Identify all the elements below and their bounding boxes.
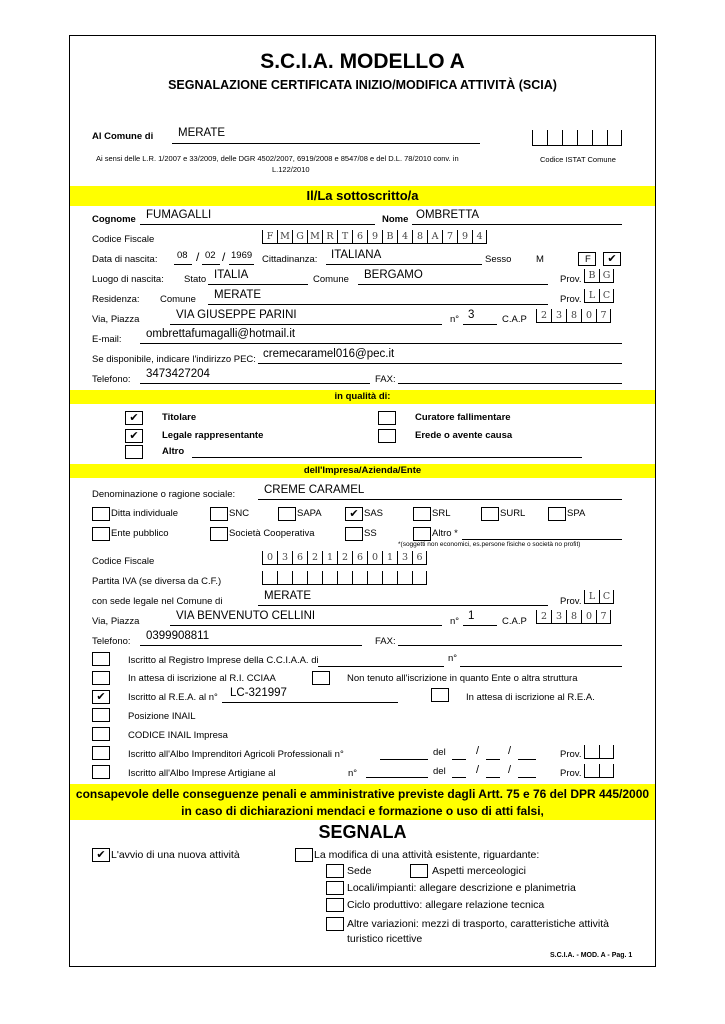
date-slash: /	[476, 764, 480, 776]
prov-nascita-cells[interactable]	[584, 269, 614, 283]
albo-artig-checkbox[interactable]	[92, 765, 110, 779]
char-cell: 6	[412, 551, 427, 565]
char-cell	[307, 571, 322, 585]
prov-label: Prov.	[560, 768, 582, 779]
char-cell: 2	[536, 610, 551, 624]
prov-sede-cells[interactable]	[584, 590, 614, 604]
email-label: E-mail:	[92, 334, 122, 345]
cf-label: Codice Fiscale	[92, 234, 155, 245]
section-band-sottoscritto: Il/La sottoscritto/a	[70, 186, 655, 206]
cap-cells[interactable]	[536, 309, 611, 323]
via-impresa-underline	[170, 625, 442, 626]
albo-agric-gg-underline	[452, 759, 466, 760]
comune-label: Al Comune di	[92, 131, 154, 142]
cap-impresa-cells[interactable]	[536, 610, 611, 624]
modifica-label: La modifica di una attività esistente, riguardante:	[314, 849, 540, 861]
nascita-mese[interactable]: 02	[205, 250, 216, 261]
char-cell: F	[262, 230, 277, 244]
char-cell: C	[599, 590, 614, 604]
ente-pubblico-checkbox[interactable]	[92, 527, 110, 541]
aspetti-checkbox[interactable]	[410, 864, 428, 878]
ditta-label: Ditta individuale	[111, 508, 179, 519]
f-label: F	[585, 254, 591, 265]
fax-impresa-underline	[398, 645, 622, 646]
luogo-label: Luogo di nascita:	[92, 274, 164, 285]
altre-label-2: turistico ricettive	[347, 933, 423, 945]
stato-field[interactable]: ITALIA	[214, 269, 249, 281]
char-cell: 7	[596, 309, 611, 323]
char-cell: G	[599, 269, 614, 283]
char-cell	[337, 571, 352, 585]
altro-label: Altro	[162, 446, 185, 457]
cognome-field[interactable]: FUMAGALLI	[146, 209, 212, 221]
comune-res-underline	[208, 304, 548, 305]
cognome-label: Cognome	[92, 214, 136, 225]
nascita-aa-underline	[229, 264, 254, 265]
titolare-checkbox[interactable]: ✔	[125, 411, 143, 425]
via-field[interactable]: VIA GIUSEPPE PARINI	[176, 309, 297, 321]
sesso-label: Sesso	[485, 254, 512, 265]
tel-underline	[140, 383, 370, 384]
fax-label: FAX:	[375, 374, 396, 385]
char-cell	[292, 571, 307, 585]
reg-imprese-n-label: n°	[448, 653, 458, 664]
tel-impresa-underline	[140, 645, 362, 646]
cap-impresa-label: C.A.P	[502, 616, 527, 627]
srl-label: SRL	[432, 508, 451, 519]
sede-option-label: Sede	[347, 865, 372, 877]
char-cell: B	[584, 269, 599, 283]
char-cell: 4	[397, 230, 412, 244]
date-slash: /	[508, 764, 512, 776]
civico-impresa-label: n°	[450, 616, 460, 627]
prov-res-cells[interactable]	[584, 289, 614, 303]
codice-inail-checkbox[interactable]	[92, 727, 110, 741]
date-slash: /	[508, 745, 512, 757]
char-cell: 9	[457, 230, 472, 244]
sede-label: con sede legale nel Comune di	[92, 596, 223, 607]
reg-imprese-checkbox[interactable]	[92, 652, 110, 666]
altro-tipo-checkbox[interactable]	[413, 527, 431, 541]
char-cell: 0	[262, 551, 277, 565]
cap-label: C.A.P	[502, 314, 527, 325]
sede-checkbox[interactable]	[326, 864, 344, 878]
civico-field[interactable]: 3	[468, 309, 475, 321]
nascita-giorno[interactable]: 08	[177, 250, 188, 261]
prov-label: Prov.	[560, 596, 582, 607]
comune-field[interactable]: MERATE	[178, 127, 226, 139]
via-impresa-field[interactable]: VIA BENVENUTO CELLINI	[176, 610, 316, 622]
section-band-impresa: dell'Impresa/Azienda/Ente	[70, 464, 655, 478]
char-cell	[382, 571, 397, 585]
char-cell: M	[307, 230, 322, 244]
char-cell: 3	[551, 309, 566, 323]
inail-label: Posizione INAIL	[128, 711, 196, 722]
char-cell: R	[322, 230, 337, 244]
date-slash: /	[476, 745, 480, 757]
prov-label: Prov.	[560, 294, 582, 305]
via-label: Via, Piazza	[92, 314, 140, 325]
sapa-checkbox[interactable]	[278, 507, 296, 521]
cognome-underline	[140, 224, 375, 225]
char-cell: 3	[551, 610, 566, 624]
albo-artig-del-label: del	[433, 766, 446, 777]
civico-underline	[463, 324, 497, 325]
via-impresa-label: Via, Piazza	[92, 616, 140, 627]
char-cell: 1	[382, 551, 397, 565]
reg-imprese-label: Iscritto al Registro Imprese della C.C.I.A.A. di	[128, 655, 319, 666]
comune-res-label: Comune	[160, 294, 196, 305]
srl-checkbox[interactable]	[413, 507, 431, 521]
char-cell	[599, 745, 614, 759]
albo-artig-label: Iscritto all'Albo Imprese Artigiane al	[128, 768, 276, 779]
piva-label: Partita IVA (se diversa da C.F.)	[92, 576, 222, 587]
char-cell: 3	[397, 551, 412, 565]
consapevole-line1: consapevole delle conseguenze penali e amministrative previste dagli Artt. 75 e 76 del DPR 445/2000	[75, 787, 650, 801]
rea-label: Iscritto al R.E.A. al n°	[128, 692, 218, 703]
attesa-ri-label: In attesa di iscrizione al R.I. CCIAA	[128, 673, 276, 684]
reg-imprese-underline	[318, 666, 444, 667]
altre-label: Altre variazioni: mezzi di trasporto, caratteristiche attività	[347, 918, 610, 930]
non-tenuto-checkbox[interactable]	[312, 671, 330, 685]
codice-inail-label: CODICE INAIL Impresa	[128, 730, 228, 741]
spa-label: SPA	[567, 508, 586, 519]
char-cell	[262, 571, 277, 585]
attesa-ri-checkbox[interactable]	[92, 671, 110, 685]
albo-artig-aa-underline	[518, 777, 536, 778]
civico-impresa-field[interactable]: 1	[468, 610, 475, 622]
albo-agric-checkbox[interactable]	[92, 746, 110, 760]
sesso-f-checkbox[interactable]: ✔	[603, 252, 621, 266]
coop-label: Società Cooperativa	[229, 528, 315, 539]
reg-imprese-n-underline	[460, 666, 622, 667]
char-cell	[352, 571, 367, 585]
sas-label: SAS	[364, 508, 384, 519]
nome-underline	[412, 224, 622, 225]
sas-checkbox[interactable]: ✔	[345, 507, 363, 521]
avvio-label: L'avvio di una nuova attività	[111, 849, 240, 861]
char-cell: 8	[566, 309, 581, 323]
prov-label: Prov.	[560, 274, 582, 285]
char-cell	[584, 764, 599, 778]
ciclo-label: Ciclo produttivo: allegare relazione tecnica	[347, 899, 545, 911]
nome-label: Nome	[382, 214, 409, 225]
ditta-checkbox[interactable]	[92, 507, 110, 521]
char-cell: 0	[581, 309, 596, 323]
stato-label: Stato	[184, 274, 207, 285]
rea-underline	[222, 702, 398, 703]
albo-agric-label: Iscritto all'Albo Imprenditori Agricoli Professionali n°	[128, 749, 344, 760]
char-cell	[412, 571, 427, 585]
form-subtitle: SEGNALAZIONE CERTIFICATA INIZIO/MODIFICA ATTIVITÀ (SCIA)	[168, 78, 557, 92]
curatore-label: Curatore fallimentare	[415, 412, 511, 423]
consapevole-line2: in caso di dichiarazioni mendaci e formazione o uso di atti falsi,	[181, 804, 544, 818]
locali-checkbox[interactable]	[326, 881, 344, 895]
altre-checkbox[interactable]	[326, 917, 344, 931]
istat-cells[interactable]	[532, 130, 622, 146]
ss-label: SS	[364, 528, 377, 539]
char-cell: M	[277, 230, 292, 244]
cittadinanza-underline	[326, 264, 482, 265]
albo-artig-n-underline	[366, 777, 428, 778]
comune-nascita-label: Comune	[313, 274, 349, 285]
email-underline	[140, 343, 622, 344]
non-tenuto-label: Non tenuto all'iscrizione in quanto Ente o altra struttura	[347, 673, 578, 684]
legal-reference-2: L.122/2010	[272, 165, 310, 174]
coop-checkbox[interactable]	[210, 527, 228, 541]
char-cell: 7	[442, 230, 457, 244]
ss-checkbox[interactable]	[345, 527, 363, 541]
nascita-label: Data di nascita:	[92, 254, 158, 265]
prov-label: Prov.	[560, 749, 582, 760]
section-band-qualita: in qualità di:	[70, 390, 655, 404]
albo-agric-n-underline	[380, 759, 428, 760]
char-cell: 2	[307, 551, 322, 565]
char-cell: C	[599, 289, 614, 303]
civico-impresa-underline	[463, 625, 497, 626]
char-cell: B	[382, 230, 397, 244]
char-cell: 9	[367, 230, 382, 244]
date-slash: /	[196, 250, 200, 264]
albo-agric-aa-underline	[518, 759, 536, 760]
fax-impresa-label: FAX:	[375, 636, 396, 647]
char-cell: L	[584, 590, 599, 604]
char-cell: 2	[536, 309, 551, 323]
char-cell: T	[337, 230, 352, 244]
tel-field[interactable]: 3473427204	[146, 368, 210, 380]
char-cell: 3	[277, 551, 292, 565]
char-cell: 6	[352, 551, 367, 565]
char-cell: 0	[367, 551, 382, 565]
albo-agric-prov-cells[interactable]	[584, 745, 614, 759]
legal-reference: Ai sensi delle L.R. 1/2007 e 33/2009, delle DGR 4502/2007, 6919/2008 e 8547/08 e del D.L. 78/2010 conv. in	[96, 154, 459, 163]
albo-agric-mm-underline	[486, 759, 500, 760]
comune-underline	[172, 143, 480, 144]
altro-tipo-underline	[462, 539, 622, 540]
spa-checkbox[interactable]	[548, 507, 566, 521]
char-cell: G	[292, 230, 307, 244]
snc-checkbox[interactable]	[210, 507, 228, 521]
pec-field[interactable]: cremecaramel016@pec.it	[263, 348, 395, 360]
albo-agric-del-label: del	[433, 747, 446, 758]
surl-label: SURL	[500, 508, 526, 519]
snc-label: SNC	[229, 508, 250, 519]
char-cell: A	[427, 230, 442, 244]
denom-underline	[258, 499, 622, 500]
albo-artig-n-label: n°	[348, 768, 358, 779]
email-field[interactable]: ombrettafumagalli@hotmail.it	[146, 328, 296, 340]
sapa-label: SAPA	[297, 508, 322, 519]
surl-checkbox[interactable]	[481, 507, 499, 521]
rea-checkbox[interactable]: ✔	[92, 690, 110, 704]
cittadinanza-field[interactable]: ITALIANA	[331, 249, 382, 261]
comune-nascita-field[interactable]: BERGAMO	[364, 269, 423, 281]
char-cell: 7	[596, 610, 611, 624]
cittadinanza-label: Cittadinanza:	[262, 254, 318, 265]
inail-checkbox[interactable]	[92, 708, 110, 722]
codice-fiscale-cells[interactable]	[262, 230, 487, 244]
erede-label: Erede o avente causa	[415, 430, 513, 441]
char-cell: 6	[292, 551, 307, 565]
section-band-consapevole	[70, 784, 655, 820]
residenza-label: Residenza:	[92, 294, 140, 305]
cf-impresa-label: Codice Fiscale	[92, 556, 155, 567]
via-underline	[170, 324, 442, 325]
civico-label: n°	[450, 314, 460, 325]
legale-checkbox[interactable]: ✔	[125, 429, 143, 443]
char-cell: 0	[581, 610, 596, 624]
date-slash: /	[222, 250, 226, 264]
sede-underline	[258, 605, 548, 606]
char-cell	[397, 571, 412, 585]
char-cell: L	[584, 289, 599, 303]
page-footer: S.C.I.A. - MOD. A - Pag. 1	[550, 952, 633, 959]
nascita-anno[interactable]: 1969	[231, 250, 253, 261]
comune-res-field[interactable]: MERATE	[214, 289, 262, 301]
rea-field[interactable]: LC-321997	[230, 687, 287, 699]
altro-note: *(soggetti non economici, es.persone fisiche o società no profit)	[398, 541, 581, 548]
locali-label: Locali/impianti: allegare descrizione e planimetria	[347, 882, 576, 894]
albo-artig-mm-underline	[486, 777, 500, 778]
char-cell: 2	[337, 551, 352, 565]
ciclo-checkbox[interactable]	[326, 898, 344, 912]
attesa-rea-label: In attesa di iscrizione al R.E.A.	[466, 692, 595, 703]
altro-checkbox[interactable]	[125, 445, 143, 459]
modifica-checkbox[interactable]	[295, 848, 313, 862]
form-title: S.C.I.A. MODELLO A	[260, 50, 465, 73]
sede-field[interactable]: MERATE	[264, 590, 312, 602]
char-cell	[599, 764, 614, 778]
pec-underline	[258, 363, 622, 364]
char-cell: 8	[412, 230, 427, 244]
albo-artig-prov-cells[interactable]	[584, 764, 614, 778]
segnala-heading: SEGNALA	[318, 822, 407, 842]
char-cell: 6	[352, 230, 367, 244]
tel-label: Telefono:	[92, 374, 131, 385]
char-cell	[367, 571, 382, 585]
attesa-rea-checkbox[interactable]	[431, 688, 449, 702]
curatore-checkbox[interactable]	[378, 411, 396, 425]
char-cell: 4	[472, 230, 487, 244]
char-cell	[322, 571, 337, 585]
aspetti-label: Aspetti merceologici	[432, 865, 526, 877]
nome-field[interactable]: OMBRETTA	[416, 209, 480, 221]
avvio-checkbox[interactable]: ✔	[92, 848, 110, 862]
fax-underline	[398, 383, 622, 384]
m-label: M	[536, 254, 544, 265]
legale-label: Legale rappresentante	[162, 430, 264, 441]
char-cell: 1	[322, 551, 337, 565]
char-cell	[584, 745, 599, 759]
comune-nascita-underline	[358, 284, 548, 285]
pec-label: Se disponibile, indicare l'indirizzo PEC:	[92, 354, 256, 365]
nascita-mm-underline	[202, 264, 220, 265]
altro-underline	[192, 457, 582, 458]
denom-field[interactable]: CREME CARAMEL	[264, 484, 365, 496]
altro-tipo-label: Altro *	[432, 528, 458, 539]
albo-artig-gg-underline	[452, 777, 466, 778]
erede-checkbox[interactable]	[378, 429, 396, 443]
piva-cells[interactable]	[262, 571, 427, 585]
denom-label: Denominazione o ragione sociale:	[92, 489, 236, 500]
titolare-label: Titolare	[162, 412, 197, 423]
tel-impresa-label: Telefono:	[92, 636, 131, 647]
ente-pubblico-label: Ente pubblico	[111, 528, 169, 539]
char-cell	[277, 571, 292, 585]
cf-impresa-cells[interactable]	[262, 551, 427, 565]
istat-label: Codice ISTAT Comune	[540, 155, 616, 164]
char-cell: 8	[566, 610, 581, 624]
stato-underline	[208, 284, 308, 285]
tel-impresa-field[interactable]: 0399908811	[146, 630, 210, 642]
nascita-gg-underline	[174, 264, 192, 265]
